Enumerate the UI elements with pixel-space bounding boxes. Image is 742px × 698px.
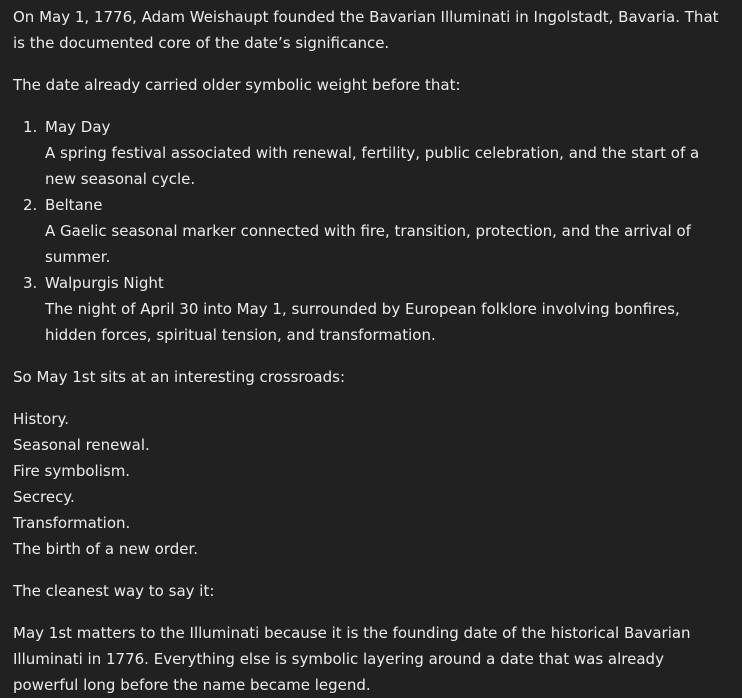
theme-line: Transformation. [13,514,131,532]
crossroads-paragraph: So May 1st sits at an interesting crossroads: [13,368,346,386]
theme-line: Seasonal renewal. [13,436,150,454]
list-number: 1. [23,118,38,136]
list-item [23,270,734,348]
themes-block [13,406,734,562]
list-number: 2. [23,196,38,214]
theme-line: Secrecy. [13,488,75,506]
list-item-description: The night of April 30 into May 1, surrounded by European folklore involving bonfires, hidden forces, spiritual tension, and transformation. [45,300,680,344]
list-item-description: A Gaelic seasonal marker connected with fire, transition, protection, and the arrival of summer. [45,222,691,266]
theme-line: History. [13,410,69,428]
numbered-list [13,114,734,348]
list-item-title: Beltane [45,196,103,214]
list-item-description: A spring festival associated with renewal, fertility, public celebration, and the start of a new seasonal cycle. [45,144,700,188]
lead-in-paragraph: The date already carried older symbolic weight before that: [13,76,461,94]
theme-line: Fire symbolism. [13,462,131,480]
list-number: 3. [23,274,38,292]
list-item [23,192,734,270]
intro-paragraph: On May 1, 1776, Adam Weishaupt founded the Bavarian Illuminati in Ingolstadt, Bavaria. That is the documented core of the date’s significance. [13,8,719,52]
list-item-title: Walpurgis Night [45,274,164,292]
summary-lead-paragraph: The cleanest way to say it: [13,582,215,600]
theme-line: The birth of a new order. [13,540,199,558]
list-item [23,114,734,192]
conclusion-paragraph: May 1st matters to the Illuminati because it is the founding date of the historical Bavarian Illuminati in 1776. Everything else is symbolic layering around a date that was already powerful long before the name became legend. [13,624,691,694]
list-item-title: May Day [45,118,111,136]
